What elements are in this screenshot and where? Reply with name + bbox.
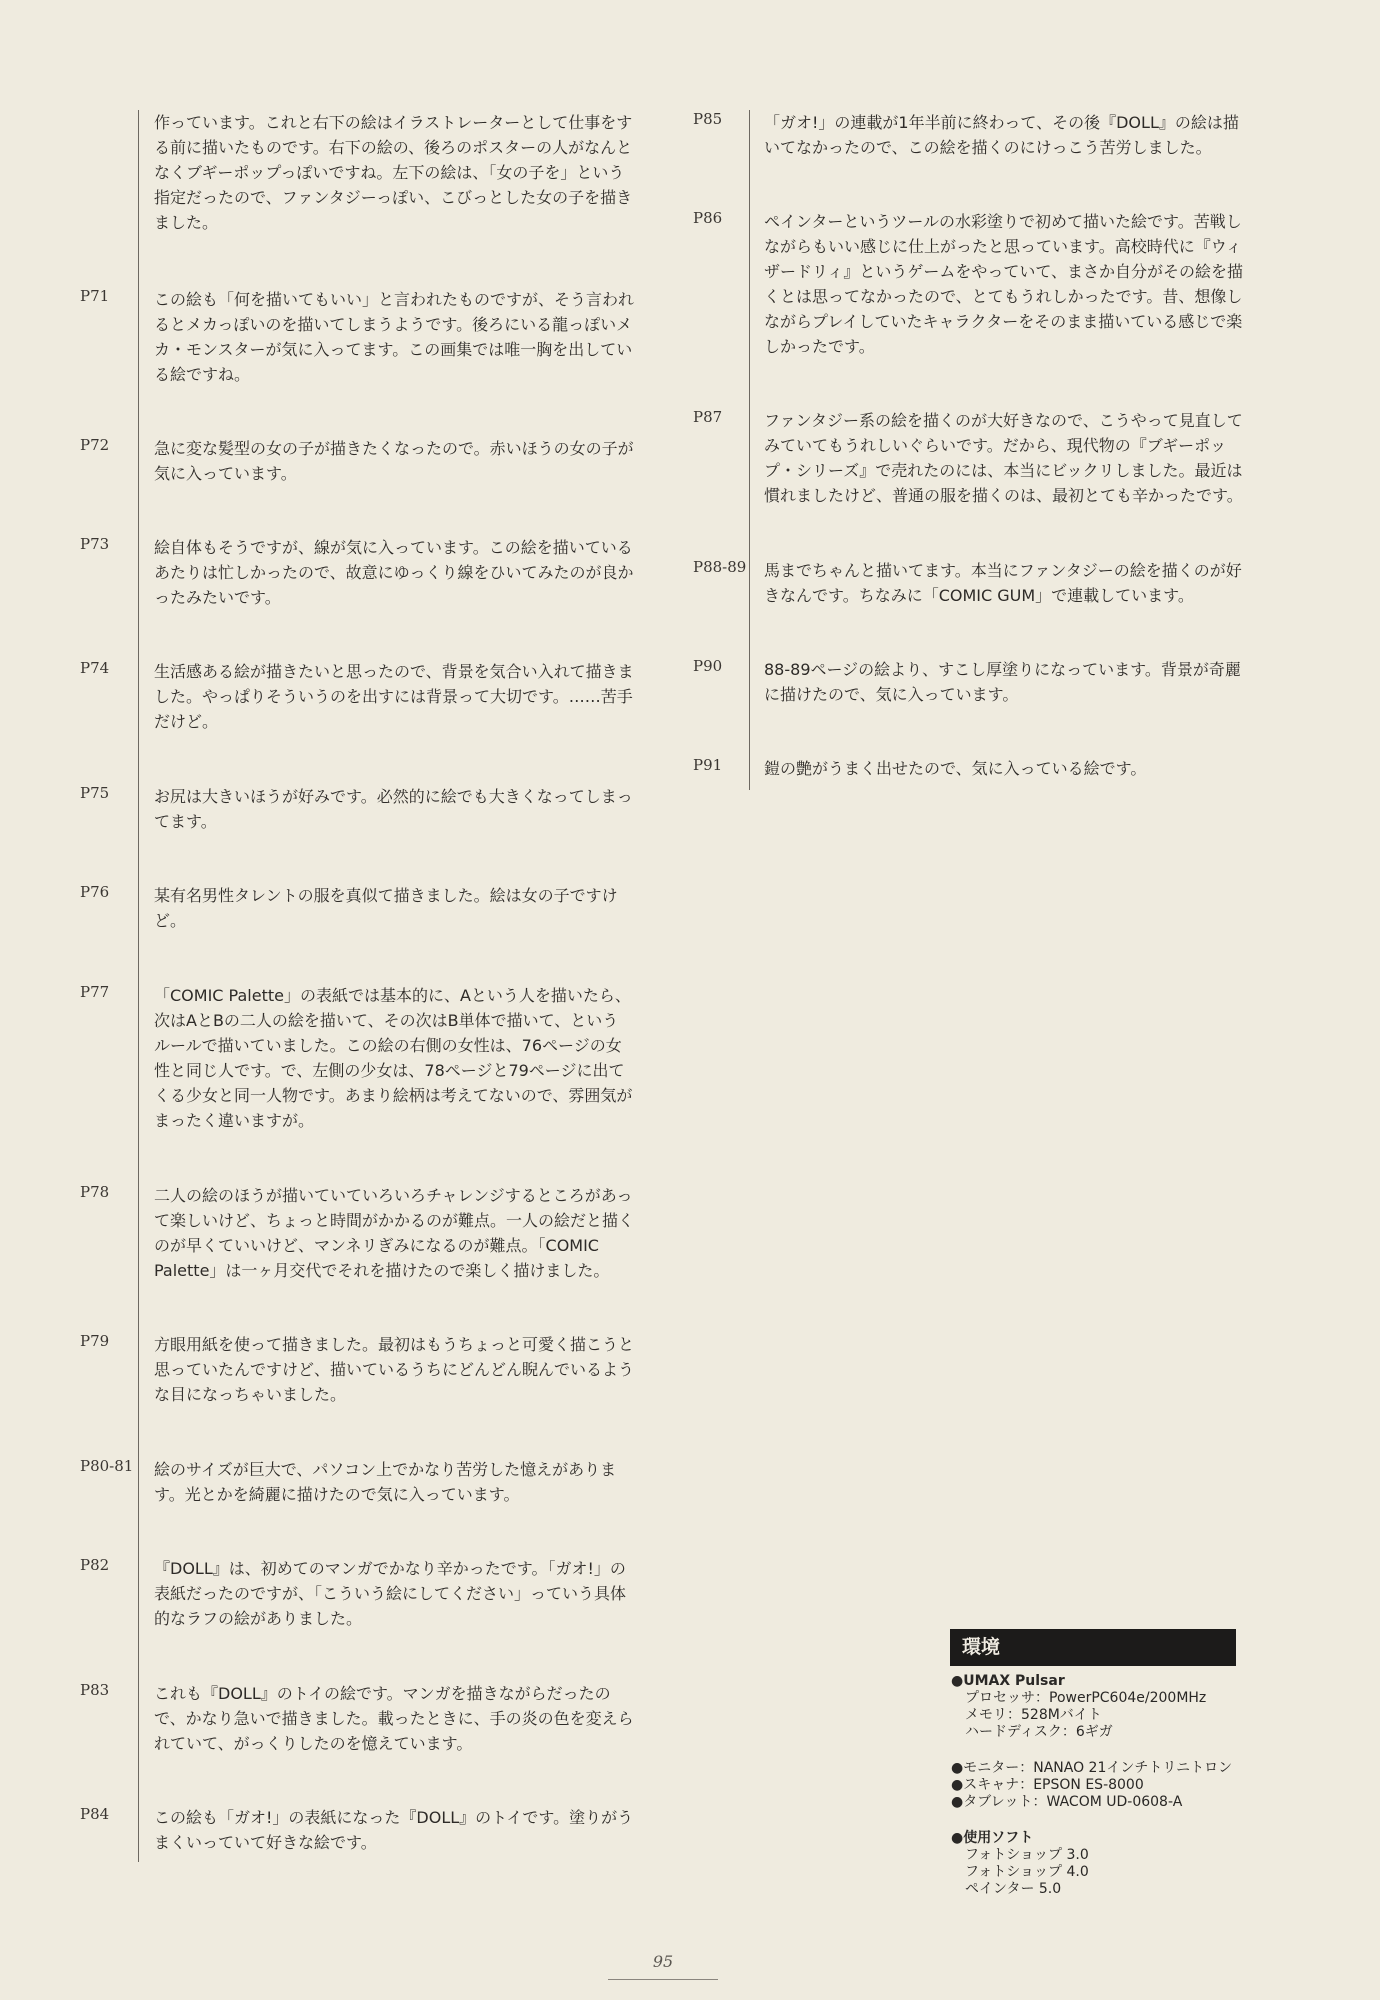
entry-text: これも『DOLL』のトイの絵です。マンガを描きながらだったので、かなり急いで描きました。載ったときに、手の炎の色を変えられていて、がっくりしたのを憶えています。: [154, 1684, 634, 1753]
entry-text: お尻は大きいほうが好みです。必然的に絵でも大きくなってしまってます。: [154, 787, 633, 831]
entry-label: P90: [693, 657, 723, 675]
right-column-rule: [749, 110, 750, 790]
entry-text: 絵のサイズが巨大で、パソコン上でかなり苦労した憶えがあります。光とかを綺麗に描けたので気に入っています。: [154, 1460, 617, 1504]
footer-line: [608, 1979, 718, 1980]
entry-text: ペインターというツールの水彩塗りで初めて描いた絵です。苦戦しながらもいい感じに仕上がったと思っています。高校時代に『ウィザードリィ』というゲームをやっていて、まさか自分がその絵を描くとは思ってなかったので、とてもうれしかったです。昔、想像しながらプレイしていたキャラクターをそのまま描いている感じで楽しかったです。: [764, 212, 1244, 356]
left-column-rule: [138, 110, 139, 1862]
entry-label: P71: [80, 287, 110, 305]
entry-text: ファンタジー系の絵を描くのが大好きなので、こうやって見直してみていてもうれしいぐらいです。だから、現代物の『ブギーポップ・シリーズ』で売れたのには、本当にビックリしました。最近は慣れましたけど、普通の服を描くのは、最初とても辛かったです。: [764, 411, 1243, 505]
entry-label: P88-89: [693, 558, 747, 576]
entry-text: 『DOLL』は、初めてのマンガでかなり辛かったです。「ガオ!」の表紙だったのですが、「こういう絵にしてください」っていう具体的なラフの絵がありました。: [154, 1559, 627, 1628]
entry-text: 88-89ページの絵より、すこし厚塗りになっています。背景が奇麗に描けたので、気に入っています。: [764, 660, 1241, 704]
env-software-3: ペインター 5.0: [965, 1881, 1062, 1897]
entry-label: P77: [80, 983, 110, 1001]
entry-text: 鎧の艶がうまく出せたので、気に入っている絵です。: [764, 759, 1147, 778]
entry-label: P83: [80, 1681, 110, 1699]
entry-text: 「ガオ!」の連載が1年半前に終わって、その後『DOLL』の絵は描いてなかったので、この絵を描くのにけっこう苦労しました。: [764, 113, 1239, 157]
entry-text: 作っています。これと右下の絵はイラストレーターとして仕事をする前に描いたものです。右下の絵の、後ろのポスターの人がなんとなくブギーポップっぽいですね。左下の絵は、「女の子を」という指定だったので、ファンタジーっぽい、こびっとした女の子を描きました。: [154, 113, 633, 232]
page-number: 95: [652, 1952, 674, 1971]
entry-label: P84: [80, 1805, 110, 1823]
entry-label: P74: [80, 659, 110, 677]
entry-label: P85: [693, 110, 723, 128]
env-monitor: ●モニター：NANAO 21インチトリニトロン: [951, 1760, 1233, 1776]
entry-text: 絵自体もそうですが、線が気に入っています。この絵を描いているあたりは忙しかったので、故意にゆっくり線をひいてみたのが良かったみたいです。: [154, 538, 634, 607]
entry-text: 急に変な髪型の女の子が描きたくなったので。赤いほうの女の子が気に入っています。: [154, 439, 634, 483]
env-spec-disk: ハードディスク：6ギガ: [965, 1724, 1113, 1740]
env-tablet: ●タブレット：WACOM UD-0608-A: [951, 1794, 1183, 1810]
entry-text: この絵も「ガオ!」の表紙になった『DOLL』のトイです。塗りがうまくいっていて好きな絵です。: [154, 1808, 634, 1852]
entry-text: 二人の絵のほうが描いていていろいろチャレンジするところがあって楽しいけど、ちょっと時間がかかるのが難点。一人の絵だと描くのが早くていいけど、マンネリぎみになるのが難点。「COMIC Palette」は一ヶ月交代でそれを描けたので楽しく描けました。: [154, 1186, 635, 1280]
entry-text: 生活感ある絵が描きたいと思ったので、背景を気合い入れて描きました。やっぱりそういうのを出すには背景って大切です。……苦手だけど。: [154, 662, 634, 731]
environment-title: 環境: [950, 1629, 1236, 1666]
env-software-2: フォトショップ 4.0: [965, 1864, 1089, 1880]
env-machine: ●UMAX Pulsar: [951, 1673, 1065, 1689]
env-software-title: ●使用ソフト: [951, 1830, 1034, 1846]
entry-label: P91: [693, 756, 723, 774]
env-spec-processor: プロセッサ：PowerPC604e/200MHz: [965, 1690, 1207, 1706]
entry-label: P86: [693, 209, 723, 227]
entry-label: P76: [80, 883, 110, 901]
entry-text: この絵も「何を描いてもいい」と言われたものですが、そう言われるとメカっぽいのを描いてしまうようです。後ろにいる龍っぽいメカ・モンスターが気に入ってます。この画集では唯一胸を出している絵ですね。: [154, 290, 635, 384]
entry-label: P82: [80, 1556, 110, 1574]
entry-label: P75: [80, 784, 110, 802]
entry-label: P79: [80, 1332, 110, 1350]
entry-label: P78: [80, 1183, 110, 1201]
entry-text: 方眼用紙を使って描きました。最初はもうちょっと可愛く描こうと思っていたんですけど、描いているうちにどんどん睨んでいるような目になっちゃいました。: [154, 1335, 635, 1404]
env-software-1: フォトショップ 3.0: [965, 1847, 1089, 1863]
env-spec-memory: メモリ：528Mバイト: [965, 1707, 1102, 1723]
entry-label: P87: [693, 408, 723, 426]
entry-label: P72: [80, 436, 110, 454]
entry-text: 「COMIC Palette」の表紙では基本的に、Aという人を描いたら、次はAとBの二人の絵を描いて、その次はB単体で描いて、というルールで描いていました。この絵の右側の女性は、76ページの女性と同じ人です。で、左側の少女は、78ページと79ページに出てくる少女と同一人物です。あまり絵柄は考えてないので、雰囲気がまったく違いますが。: [154, 986, 633, 1130]
env-scanner: ●スキャナ：EPSON ES-8000: [951, 1777, 1144, 1793]
entry-label: P80-81: [80, 1457, 134, 1475]
entry-label: P73: [80, 535, 110, 553]
entry-text: 馬までちゃんと描いてます。本当にファンタジーの絵を描くのが好きなんです。ちなみに「COMIC GUM」で連載しています。: [764, 561, 1242, 605]
entry-text: 某有名男性タレントの服を真似て描きました。絵は女の子ですけど。: [154, 886, 618, 930]
